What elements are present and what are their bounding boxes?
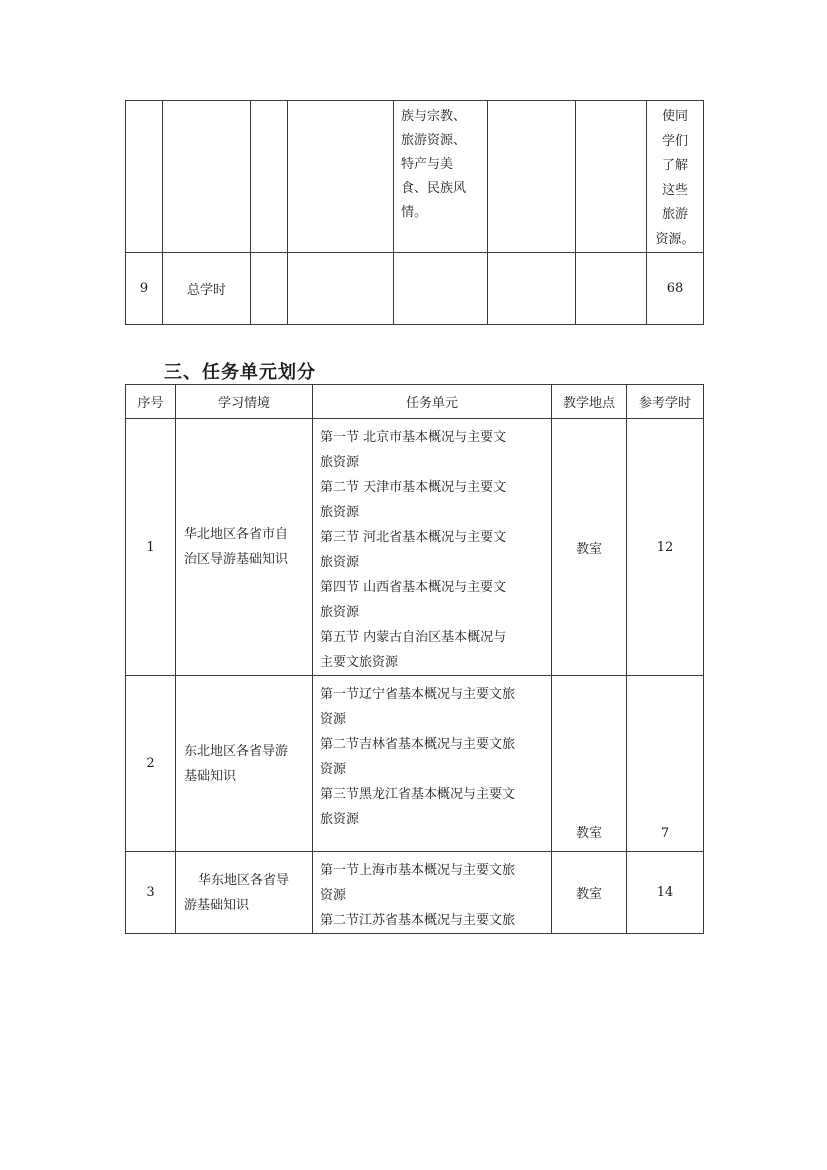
location-cell: 教室 — [552, 676, 627, 852]
task-units-cell — [313, 852, 552, 934]
row-index: 1 — [126, 419, 176, 676]
table-row — [126, 101, 704, 253]
text-line: 第三节黑龙江省基本概况与主要文 — [320, 787, 516, 802]
text-line: 情。 — [401, 205, 428, 220]
text-line: 主要文旅资源 — [320, 655, 399, 670]
text-line: 游基础知识 — [184, 897, 250, 913]
text-line: 这些 — [661, 182, 688, 198]
text-line: 旅资源 — [320, 555, 360, 570]
text-line: 资源 — [320, 712, 347, 727]
text-line: 资源。 — [655, 231, 695, 247]
table-cell — [394, 253, 488, 325]
text-line: 旅资源 — [320, 812, 360, 827]
text-line: 旅资源 — [320, 455, 360, 470]
column-header: 任务单元 — [313, 385, 552, 419]
text-line: 学们 — [661, 133, 688, 149]
hours-cell: 7 — [627, 676, 704, 852]
task-units-cell — [313, 419, 552, 676]
text-line: 特产与美 — [401, 157, 454, 172]
table-cell — [488, 253, 576, 325]
table-row — [126, 419, 704, 676]
row-index: 3 — [126, 852, 176, 934]
text-line: 治区导游基础知识 — [184, 552, 289, 567]
text-line: 资源 — [320, 762, 347, 777]
location-cell: 教室 — [552, 852, 627, 934]
table-cell — [251, 101, 288, 253]
text-line: 了解 — [661, 158, 688, 173]
task-units-cell — [313, 676, 552, 852]
text-line: 第一节 北京市基本概况与主要文 — [320, 430, 507, 445]
text-line: 使同 — [661, 109, 688, 124]
table-cell — [251, 253, 288, 325]
table-cell — [576, 253, 647, 325]
text-line: 第三节 河北省基本概况与主要文 — [320, 530, 507, 545]
location-cell: 教室 — [552, 419, 627, 676]
column-header: 学习情境 — [176, 385, 313, 419]
column-header: 序号 — [126, 385, 176, 419]
text-line: 华东地区各省导 — [198, 872, 290, 888]
text-line: 食、民族风 — [401, 181, 467, 196]
text-line: 第二节吉林省基本概况与主要文旅 — [320, 737, 516, 752]
table-row — [126, 852, 704, 934]
learning-context-cell — [176, 852, 313, 934]
table-header-row — [126, 385, 704, 419]
continuation-table — [125, 100, 704, 325]
text-line: 第一节上海市基本概况与主要文旅 — [320, 863, 516, 878]
section-heading: 三、任务单元划分 — [164, 362, 316, 383]
table-cell — [488, 101, 576, 253]
text-line: 基础知识 — [184, 768, 237, 784]
resource-description-cell — [394, 101, 488, 253]
total-hours-value: 68 — [647, 253, 704, 325]
learning-context-cell — [176, 676, 313, 852]
text-line: 第五节 内蒙古自治区基本概况与 — [320, 630, 507, 645]
text-line: 第四节 山西省基本概况与主要文 — [320, 580, 507, 595]
hours-cell: 12 — [627, 419, 704, 676]
text-line: 资源 — [320, 888, 347, 903]
table-row — [126, 676, 704, 852]
text-line: 第二节江苏省基本概况与主要文旅 — [320, 913, 516, 928]
text-line: 旅资源 — [320, 505, 360, 520]
text-line: 东北地区各省导游 — [184, 743, 289, 759]
row-index: 2 — [126, 676, 176, 852]
text-line: 第二节 天津市基本概况与主要文 — [320, 480, 507, 495]
text-line: 旅游资源、 — [401, 133, 467, 148]
table-cell — [288, 253, 394, 325]
column-header: 教学地点 — [552, 385, 627, 419]
table-cell — [576, 101, 647, 253]
hours-cell: 14 — [627, 852, 704, 934]
text-line: 旅游 — [661, 207, 688, 222]
table-cell — [126, 101, 163, 253]
table-cell — [163, 101, 251, 253]
column-header: 参考学时 — [627, 385, 704, 419]
objective-cell — [647, 101, 704, 253]
table-row-total — [126, 253, 704, 325]
task-unit-table — [125, 384, 704, 934]
learning-context-cell — [176, 419, 313, 676]
text-line: 旅资源 — [320, 605, 360, 620]
total-hours-label: 总学时 — [163, 253, 251, 325]
row-index: 9 — [126, 253, 163, 325]
text-line: 族与宗教、 — [401, 109, 467, 124]
table-cell — [288, 101, 394, 253]
text-line: 华北地区各省市自 — [184, 527, 289, 542]
text-line: 第一节辽宁省基本概况与主要文旅 — [320, 687, 516, 702]
